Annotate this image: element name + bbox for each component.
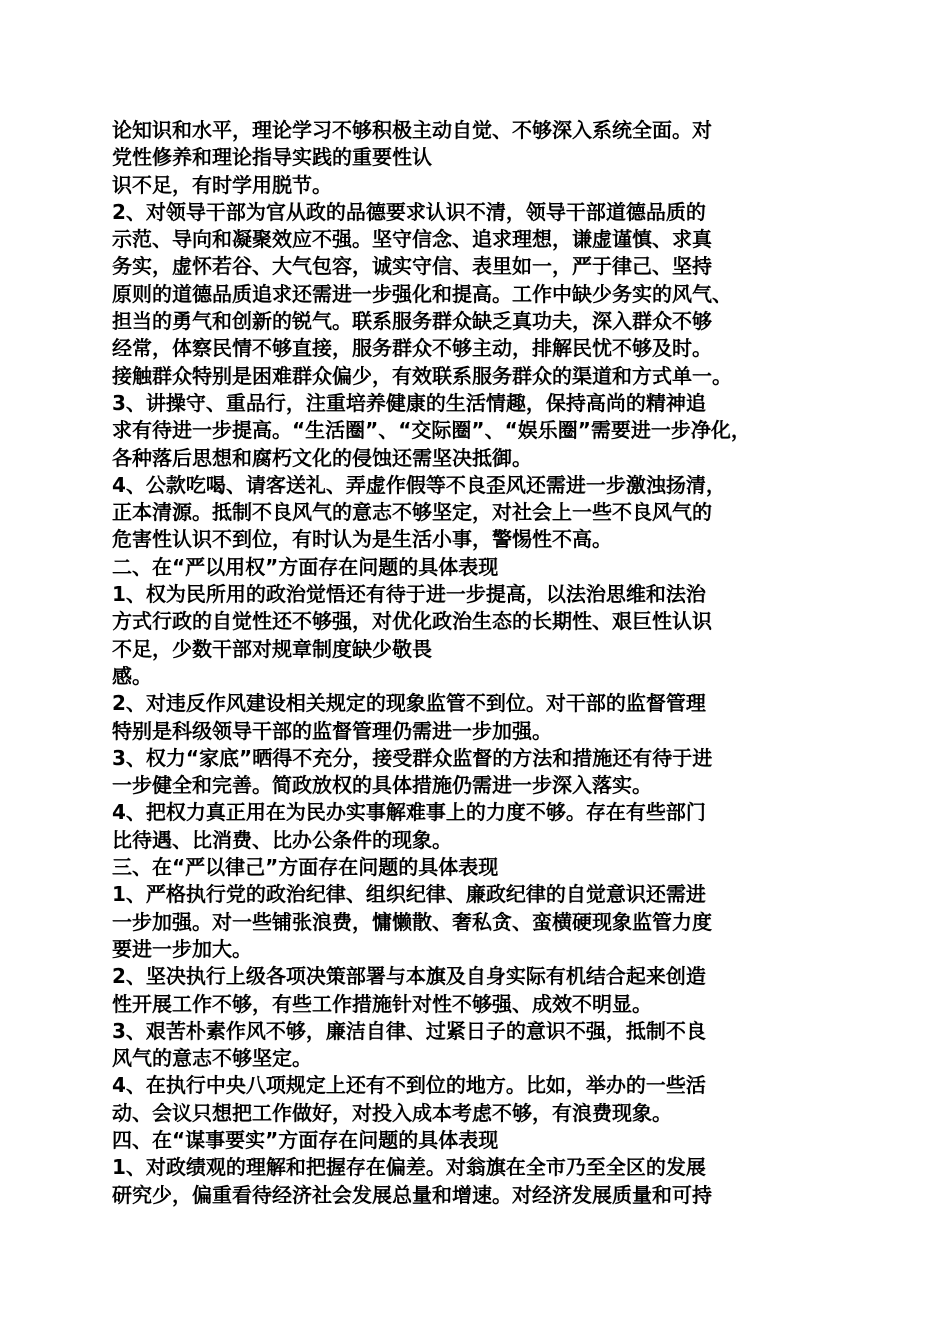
text-line: 正本清源。抵制不良风气的意志不够坚定，对社会上一些不良风气的 <box>112 500 712 525</box>
text-line: 4、公款吃喝、请客送礼、弄虚作假等不良歪风还需进一步激浊扬清， <box>112 472 726 497</box>
text-line: 不足，少数干部对规章制度缺少敬畏 <box>112 636 432 661</box>
text-line: 经常，体察民情不够直接，服务群众不够主动，排解民忧不够及时。 <box>112 336 712 361</box>
text-line: 接触群众特别是困难群众偏少，有效联系服务群众的渠道和方式单一。 <box>112 363 732 388</box>
text-line: 原则的道德品质追求还需进一步强化和提高。工作中缺少务实的风气、 <box>112 281 732 306</box>
text-line: 2、对违反作风建设相关规定的现象监管不到位。对干部的监督管理 <box>112 691 706 716</box>
text-line: 论知识和水平，理论学习不够积极主动自觉、不够深入系统全面。对 <box>112 118 712 142</box>
section-heading: 三、在“严以律己”方面存在问题的具体表现 <box>112 855 499 880</box>
text-line: 3、讲操守、重品行，注重培养健康的生活情趣，保持高尚的精神追 <box>112 390 706 415</box>
text-line: 性开展工作不够，有些工作措施针对性不够强、成效不明显。 <box>112 991 652 1016</box>
text-line: 一步加强。对一些铺张浪费，慵懒散、奢私贪、蛮横硬现象监管力度 <box>112 909 712 934</box>
text-line: 担当的勇气和创新的锐气。联系服务群众缺乏真功夫，深入群众不够 <box>112 309 712 334</box>
section-heading: 四、在“谋事要实”方面存在问题的具体表现 <box>112 1127 499 1152</box>
text-line: 党性修养和理论指导实践的重要性认 <box>112 145 432 170</box>
text-line: 4、把权力真正用在为民办实事解难事上的力度不够。存在有些部门 <box>112 800 706 825</box>
text-line: 各种落后思想和腐朽文化的侵蚀还需坚决抵御。 <box>112 445 532 470</box>
text-line: 1、严格执行党的政治纪律、组织纪律、廉政纪律的自觉意识还需进 <box>112 882 706 907</box>
text-line: 务实，虚怀若谷、大气包容，诚实守信、表里如一，严于律己、坚持 <box>112 254 712 279</box>
text-line: 风气的意志不够坚定。 <box>112 1046 312 1071</box>
document-body <box>112 117 852 1209</box>
text-line: 3、权力“家底”晒得不充分，接受群众监督的方法和措施还有待于进 <box>112 745 713 770</box>
text-line: 1、对政绩观的理解和把握存在偏差。对翁旗在全市乃至全区的发展 <box>112 1155 706 1180</box>
text-line: 感。 <box>112 663 152 688</box>
text-line: 研究少，偏重看待经济社会发展总量和增速。对经济发展质量和可持 <box>112 1182 712 1207</box>
text-line: 求有待进一步提高。“生活圈”、“交际圈”、“娱乐圈”需要进一步净化， <box>112 418 751 443</box>
text-line: 特别是科级领导干部的监督管理仍需进一步加强。 <box>112 718 552 743</box>
text-line: 4、在执行中央八项规定上还有不到位的地方。比如，举办的一些活 <box>112 1073 706 1098</box>
text-line: 动、会议只想把工作做好，对投入成本考虑不够，有浪费现象。 <box>112 1100 672 1125</box>
text-line: 示范、导向和凝聚效应不强。坚守信念、追求理想，谦虚谨慎、求真 <box>112 227 712 252</box>
text-line: 要进一步加大。 <box>112 936 252 961</box>
text-line: 识不足，有时学用脱节。 <box>112 172 332 197</box>
text-line: 比待遇、比消费、比办公条件的现象。 <box>112 827 452 852</box>
text-line: 危害性认识不到位，有时认为是生活小事，警惕性不高。 <box>112 527 612 552</box>
text-line: 1、权为民所用的政治觉悟还有待于进一步提高，以法治思维和法治 <box>112 582 706 607</box>
text-line: 一步健全和完善。简政放权的具体措施仍需进一步深入落实。 <box>112 773 652 798</box>
text-line: 方式行政的自觉性还不够强，对优化政治生态的长期性、艰巨性认识 <box>112 609 712 634</box>
text-line: 2、对领导干部为官从政的品德要求认识不清，领导干部道德品质的 <box>112 199 706 224</box>
section-heading: 二、在“严以用权”方面存在问题的具体表现 <box>112 554 499 579</box>
text-line: 2、坚决执行上级各项决策部署与本旗及自身实际有机结合起来创造 <box>112 964 706 989</box>
text-line: 3、艰苦朴素作风不够，廉洁自律、过紧日子的意识不强，抵制不良 <box>112 1018 706 1043</box>
